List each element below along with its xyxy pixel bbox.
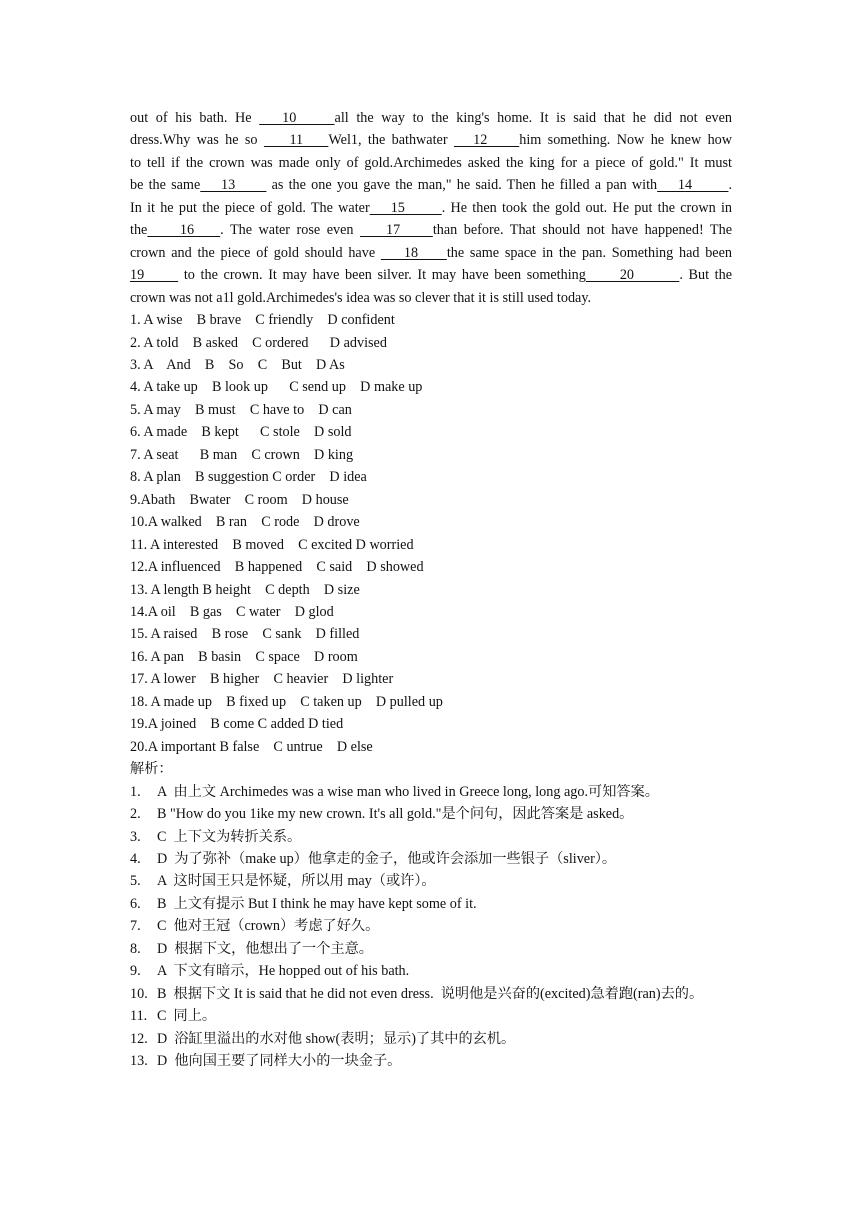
passage-text: as the one you gave the man," he said. Then he filled a pan with bbox=[266, 177, 658, 194]
passage-text: crown and the piece of gold should have bbox=[130, 244, 381, 261]
passage-line bbox=[130, 287, 732, 309]
analysis-number: 9. bbox=[130, 963, 141, 980]
analysis-number: 11. bbox=[130, 1008, 148, 1025]
analysis-text: C 上下文为转折关系。 bbox=[157, 828, 302, 845]
analysis-item bbox=[130, 1028, 732, 1050]
question-item: 2. A told B asked C ordered D advised bbox=[130, 334, 387, 351]
analysis-item bbox=[130, 870, 732, 892]
page bbox=[130, 107, 732, 1072]
question-item: 13. A length B height C depth D size bbox=[130, 581, 360, 598]
question-item: 7. A seat B man C crown D king bbox=[130, 446, 354, 463]
answer-blank: 11 bbox=[263, 132, 329, 149]
analysis-number: 3. bbox=[130, 828, 141, 845]
passage-text: the bbox=[130, 222, 148, 239]
analysis-number: 1. bbox=[130, 783, 141, 800]
passage-text: Wel1, the bathwater bbox=[328, 132, 454, 149]
analysis-text: D 他向国王要了同样大小的一块金子。 bbox=[157, 1053, 402, 1070]
answer-blank: 13 bbox=[200, 177, 267, 194]
passage-text: . The water rose even bbox=[220, 222, 360, 239]
question-item: 10.A walked B ran C rode D drove bbox=[130, 514, 360, 531]
passage-line bbox=[130, 242, 732, 264]
question-item: 3. A And B So C But D As bbox=[130, 356, 345, 373]
question-item: 5. A may B must C have to D can bbox=[130, 401, 352, 418]
passage-text: . He then took the gold out. He put the crown in bbox=[441, 199, 732, 216]
analysis-text: D 根据下文，他想出了一个主意。 bbox=[157, 940, 373, 957]
analysis-text: D 浴缸里溢出的水对他 show(表明；显示)了其中的玄机。 bbox=[157, 1030, 516, 1047]
answer-blank: 12 bbox=[453, 132, 520, 149]
analysis-item bbox=[130, 848, 732, 870]
question-item: 9.Abath Bwater C room D house bbox=[130, 491, 349, 508]
passage-text: to the crown. It may have been silver. It may have been something bbox=[178, 267, 586, 284]
question-item: 17. A lower B higher C heavier D lighter bbox=[130, 671, 394, 688]
answer-blank: 19 bbox=[130, 267, 179, 284]
answer-blank: 17 bbox=[360, 222, 433, 239]
passage-text: him something. Now he knew how bbox=[519, 132, 733, 149]
answer-blank: 16 bbox=[147, 222, 221, 239]
analysis-item bbox=[130, 781, 732, 803]
passage-text: . bbox=[728, 177, 733, 194]
question-item: 14.A oil B gas C water D glod bbox=[130, 603, 334, 620]
passage-text: to tell if the crown was made only of gold.Archimedes asked the king for a piece of gold." It must bbox=[130, 154, 732, 171]
question-item: 20.A important B false C untrue D else bbox=[130, 738, 373, 755]
answer-blank: 18 bbox=[380, 244, 447, 261]
analysis-text: B 根据下文 It is said that he did not even dress. 说明他是兴奋的(excited)急着跑(ran)去的。 bbox=[157, 985, 704, 1002]
analysis-text: C 同上。 bbox=[157, 1008, 217, 1025]
analysis-item bbox=[130, 803, 732, 825]
passage-line bbox=[130, 219, 732, 241]
analysis-number: 2. bbox=[130, 806, 141, 823]
analysis-number: 6. bbox=[130, 895, 141, 912]
analysis-number: 5. bbox=[130, 873, 141, 890]
analysis-item bbox=[130, 983, 732, 1005]
answer-list bbox=[130, 781, 732, 1073]
passage-line bbox=[130, 152, 732, 174]
passage-text: than before. That should not have happened! The bbox=[432, 222, 732, 239]
passage-text: be the same bbox=[130, 177, 201, 194]
passage-text: In it he put the piece of gold. The water bbox=[130, 199, 370, 216]
analysis-number: 13. bbox=[130, 1053, 148, 1070]
passage-text: out of his bath. He bbox=[130, 110, 260, 126]
answer-blank: 15 bbox=[369, 199, 442, 216]
analysis-number: 8. bbox=[130, 940, 141, 957]
analysis-text: A 由上文 Archimedes was a wise man who lived in Greece long, long ago.可知答案。 bbox=[157, 783, 659, 800]
analysis-text: D 为了弥补（make up）他拿走的金子，他或许会添加一些银子（sliver）。 bbox=[157, 850, 617, 867]
analysis-item bbox=[130, 960, 732, 982]
question-item: 18. A made up B fixed up C taken up D pulled up bbox=[130, 693, 443, 710]
passage-line bbox=[130, 264, 732, 286]
question-item: 19.A joined B come C added D tied bbox=[130, 716, 344, 733]
passage-line bbox=[130, 197, 732, 219]
question-item: 1. A wise B brave C friendly D confident bbox=[130, 312, 395, 329]
analysis-item bbox=[130, 938, 732, 960]
passage-text: the same space in the pan. Something had been bbox=[446, 244, 732, 261]
passage bbox=[130, 107, 732, 309]
analysis-text: B "How do you 1ike my new crown. It's all gold."是个问句，因此答案是 asked。 bbox=[157, 806, 634, 823]
analysis-number: 4. bbox=[130, 850, 141, 867]
question-item: 16. A pan B basin C space D room bbox=[130, 648, 358, 665]
analysis-heading: 解析： bbox=[130, 761, 173, 778]
question-item: 8. A plan B suggestion C order D idea bbox=[130, 469, 367, 486]
answer-blank: 20 bbox=[585, 267, 680, 284]
analysis-text: A 这时国王只是怀疑，所以用 may（或许）。 bbox=[157, 873, 436, 890]
passage-text: crown was not a1l gold.Archimedes's idea was so clever that it is still used today. bbox=[130, 289, 592, 306]
analysis-item bbox=[130, 1050, 732, 1072]
analysis-text: C 他对王冠（crown）考虑了好久。 bbox=[157, 918, 380, 935]
passage-text: all the way to the king's home. It is said that he did not even bbox=[334, 110, 733, 126]
question-item: 12.A influenced B happened C said D showed bbox=[130, 559, 424, 576]
passage-text: . But the bbox=[679, 267, 733, 284]
question-item: 11. A interested B moved C excited D worried bbox=[130, 536, 414, 553]
analysis-item bbox=[130, 893, 732, 915]
passage-line bbox=[130, 107, 732, 129]
analysis-item bbox=[130, 826, 732, 848]
analysis-text: B 上文有提示 But I think he may have kept some of it. bbox=[157, 895, 477, 912]
analysis-number: 10. bbox=[130, 985, 148, 1002]
passage-line bbox=[130, 129, 732, 151]
analysis-text: A 下文有暗示，He hopped out of his bath. bbox=[157, 963, 410, 980]
analysis-item bbox=[130, 1005, 732, 1027]
question-item: 4. A take up B look up C send up D make up bbox=[130, 379, 423, 396]
answer-blank: 14 bbox=[657, 177, 729, 194]
question-list bbox=[130, 309, 732, 758]
passage-text: dress.Why was he so bbox=[130, 132, 264, 149]
question-item: 6. A made B kept C stole D sold bbox=[130, 424, 352, 441]
answer-blank: 10 bbox=[259, 110, 335, 126]
analysis-item bbox=[130, 915, 732, 937]
analysis-number: 7. bbox=[130, 918, 141, 935]
question-item: 15. A raised B rose C sank D filled bbox=[130, 626, 360, 643]
analysis-number: 12. bbox=[130, 1030, 148, 1047]
passage-line bbox=[130, 174, 732, 196]
